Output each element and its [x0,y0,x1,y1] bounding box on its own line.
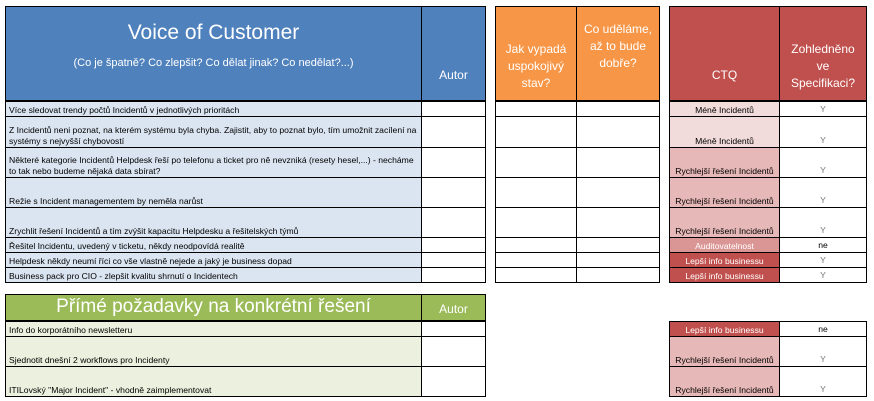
voc-orange-cell-2[interactable] [576,207,660,238]
voc-orange-cell-1[interactable] [495,116,577,148]
direct-row-label: Info do korporátního newsletteru [9,325,133,335]
direct-zohl-cell [779,321,867,337]
voc-row-text [5,177,422,208]
direct-ctq-cell [669,336,780,367]
direct-zohl-value: ne [818,324,828,334]
zohl-header-label: Zohledněno ve Specifikaci? [790,42,856,90]
voc-zohl-value: Y [820,104,826,114]
direct-row-label: Sjednotit dnešní 2 workflows pro Incidenty [9,355,170,365]
voc-zohl-cell [779,116,867,148]
voc-ctq-label: Lepší info businessu [685,256,764,266]
voc-row-text [5,101,422,117]
voc-author-cell[interactable] [421,177,486,208]
voc-ctq-cell [669,207,780,238]
voc-author-cell[interactable] [421,252,486,268]
voc-orange-cell-1[interactable] [495,267,577,283]
voc-zohl-cell [779,267,867,283]
voc-zohl-cell [779,237,867,253]
direct-row-text [5,321,422,337]
voc-orange-cell-1[interactable] [495,237,577,253]
voc-row-text [5,237,422,253]
ctq-header [669,6,780,101]
voc-zohl-value: Y [820,225,826,235]
voc-row-label: Business pack pro CIO - zlepšit kvalitu shrnutí o Incidentech [9,271,238,281]
voc-ctq-label: Méně Incidentů [695,136,754,146]
voc-author-cell[interactable] [421,267,486,283]
voc-header [5,6,422,101]
direct-author-cell[interactable] [421,366,486,397]
voc-zohl-cell [779,101,867,117]
direct-ctq-label: Rychlejší řešení Incidentů [675,385,774,395]
voc-ctq-cell [669,177,780,208]
direct-row-label: ITILovský "Major Incident" - vhodně zaimplementovat [9,385,212,395]
direct-zohl-cell [779,366,867,397]
voc-ctq-label: Rychlejší řešení Incidentů [675,226,774,236]
voc-orange-cell-2[interactable] [576,116,660,148]
voc-zohl-value: Y [820,270,826,280]
voc-row-label: Z Incidentů neni poznat, na kterém systému byla chyba. Zajistit, aby to poznat bylo, tím umožnit zacílení na systémy s nejvyšší chybovostí [9,125,417,146]
direct-row-text [5,366,422,397]
voc-ctq-cell [669,101,780,117]
direct-zohl-cell [779,336,867,367]
voc-ctq-label: Méně Incidentů [695,105,754,115]
zohl-header [779,6,867,101]
voc-title: Voice of Customer [127,21,300,44]
voc-row-text [5,252,422,268]
voc-orange-cell-2[interactable] [576,267,660,283]
direct-author-header [421,294,486,321]
direct-ctq-cell [669,321,780,337]
voc-subtitle: (Co je špatně? Co zlepšit? Co dělat jinak? Co nedělat?...) [73,57,354,69]
voc-row-text [5,116,422,148]
voc-zohl-cell [779,207,867,238]
voc-row-label: Řešitel Incidentu, uvedený v ticketu, někdy neodpovídá realitě [9,241,245,251]
voc-zohl-value: Y [820,255,826,265]
direct-author-label: Autor [439,302,468,316]
voc-zohl-cell [779,252,867,268]
direct-title: Přímé požadavky na konkrétní řešení [56,296,371,317]
voc-author-label: Autor [439,68,468,82]
voc-zohl-value: ne [818,240,828,250]
voc-row-text [5,207,422,238]
voc-orange-cell-2[interactable] [576,252,660,268]
voc-zohl-value: Y [820,165,826,175]
ctq-header-label: CTQ [711,68,738,82]
orange-header-1-label: Jak vypadá uspokojivý stav? [505,42,567,90]
direct-author-cell[interactable] [421,321,486,337]
voc-row-label: Režie s Incident managementem by neměla narůst [9,196,203,206]
voc-row-label: Více sledovat trendy počtů Incidentů v jednotlivých prioritách [9,105,240,115]
voc-ctq-cell [669,147,780,178]
direct-ctq-label: Rychlejší řešení Incidentů [675,355,774,365]
voc-row-label: Helpdesk někdy neumí říci co vše vlastně nejede a jaký je business dopad [9,256,292,266]
direct-zohl-value: Y [820,384,826,394]
voc-author-cell[interactable] [421,237,486,253]
voc-row-label: Zrychlit řešení Incidentů a tím zvýšit kapacitu Helpdesku a řešitelských týmů [9,226,299,236]
voc-row-text [5,267,422,283]
direct-row-text [5,336,422,367]
voc-ctq-label: Rychlejší řešení Incidentů [675,196,774,206]
orange-header-2-label: Co uděláme, až to bude dobře? [583,22,653,70]
voc-orange-cell-2[interactable] [576,147,660,178]
direct-zohl-value: Y [820,354,826,364]
voc-ctq-label: Auditovatelnost [695,241,754,251]
voc-ctq-cell [669,252,780,268]
voc-orange-cell-2[interactable] [576,237,660,253]
direct-header [5,294,422,321]
voc-author-cell[interactable] [421,207,486,238]
voc-ctq-cell [669,116,780,148]
voc-row-text [5,147,422,178]
voc-author-cell[interactable] [421,147,486,178]
orange-header-1 [495,6,577,101]
voc-orange-cell-1[interactable] [495,207,577,238]
voc-orange-cell-1[interactable] [495,101,577,117]
voc-orange-cell-1[interactable] [495,252,577,268]
voc-ctq-label: Lepší info businessu [685,271,764,281]
voc-author-cell[interactable] [421,116,486,148]
voc-zohl-cell [779,177,867,208]
voc-orange-cell-2[interactable] [576,101,660,117]
voc-ctq-label: Rychlejší řešení Incidentů [675,166,774,176]
orange-header-2 [576,6,660,101]
voc-orange-cell-1[interactable] [495,147,577,178]
voc-zohl-cell [779,147,867,178]
voc-ctq-cell [669,267,780,283]
direct-ctq-label: Lepší info businessu [685,325,764,335]
voc-zohl-value: Y [820,135,826,145]
voc-author-header [421,6,486,101]
voc-zohl-value: Y [820,195,826,205]
direct-ctq-cell [669,366,780,397]
voc-ctq-cell [669,237,780,253]
voc-row-label: Některé kategorie Incidentů Helpdesk řeší po telefonu a ticket pro ně nevzniká (resety hesel,...) - necháme to tak nebo budeme nějaká data sbírat? [9,155,414,176]
voc-orange-cell-1[interactable] [495,177,577,208]
voc-orange-cell-2[interactable] [576,177,660,208]
voc-author-cell[interactable] [421,101,486,117]
direct-author-cell[interactable] [421,336,486,367]
